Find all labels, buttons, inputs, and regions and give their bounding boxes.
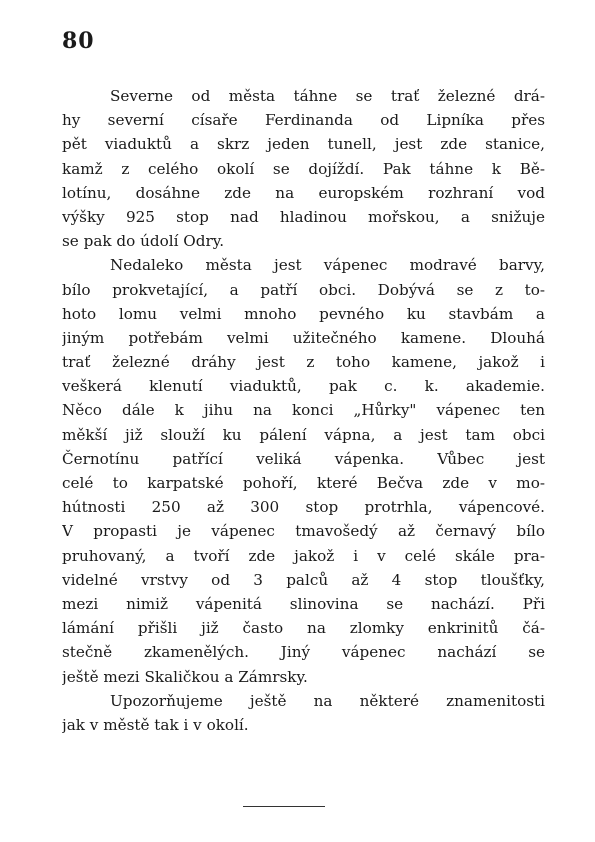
text-line: veškerá klenutí viaduktů, pak c. k. akademie. <box>62 377 545 396</box>
text-line: se pak do údolí Odry. <box>62 232 225 251</box>
text-line: Nedaleko města jest vápenec modravé barvy, <box>110 256 545 275</box>
end-rule <box>243 806 325 807</box>
text-line: hy severní císaře Ferdinanda od Lipníka přes <box>62 111 545 130</box>
text-line: V propasti je vápenec tmavošedý až černavý bílo <box>62 522 545 541</box>
text-line: mezi nimiž vápenitá slinovina se nachází. Při <box>62 594 545 613</box>
text-line: Něco dále k jihu na konci „Hůrky" vápenec ten <box>62 401 545 420</box>
text-line: lotínu, dosáhne zde na europském rozhraní vod <box>62 183 545 202</box>
text-line: měkší již slouží ku pálení vápna, a jest tam obci <box>62 425 545 444</box>
text-line: lámání přišli již často na zlomky enkrinitů čá- <box>62 619 545 638</box>
text-line: jiným potřebám velmi užitečného kamene. Dlouhá <box>62 328 545 347</box>
text-line: celé to karpatské pohoří, které Bečva zde v mo- <box>62 474 545 492</box>
text-line: Černotínu patřící veliká vápenka. Vůbec jest <box>62 449 545 468</box>
text-line: výšky 925 stop nad hladinou mořskou, a snižuje <box>62 207 545 226</box>
text-line: kamž z celého okolí se dojíždí. Pak táhne k Bě- <box>62 159 545 178</box>
text-line: pruhovaný, a tvoří zde jakož i v celé skále pra- <box>62 546 545 565</box>
text-line: videlné vrstvy od 3 palců až 4 stop tloušťky, <box>62 570 545 589</box>
text-line: trať železné dráhy jest z toho kamene, jakož i <box>62 353 545 372</box>
text-line: pět viaduktů a skrz jeden tunell, jest zde stanice, <box>62 135 545 154</box>
text-line: hútnosti 250 až 300 stop protrhla, vápencové. <box>62 498 545 517</box>
text-line: Severne od města táhne se trať železné drá- <box>110 87 545 105</box>
text-line: stečně zkamenělých. Jiný vápenec nachází se <box>62 643 545 662</box>
body-text <box>62 84 545 737</box>
text-line: hoto lomu velmi mnoho pevného ku stavbám a <box>62 304 545 323</box>
text-line: ještě mezi Skaličkou a Zámrsky. <box>62 667 308 686</box>
text-line: bílo prokvetající, a patří obci. Dobývá se z to- <box>62 280 545 299</box>
text-line: jak v městě tak i v okolí. <box>62 715 249 734</box>
page-number: 80 <box>62 28 95 54</box>
text-line: Upozorňujeme ještě na některé znamenitosti <box>110 691 545 710</box>
